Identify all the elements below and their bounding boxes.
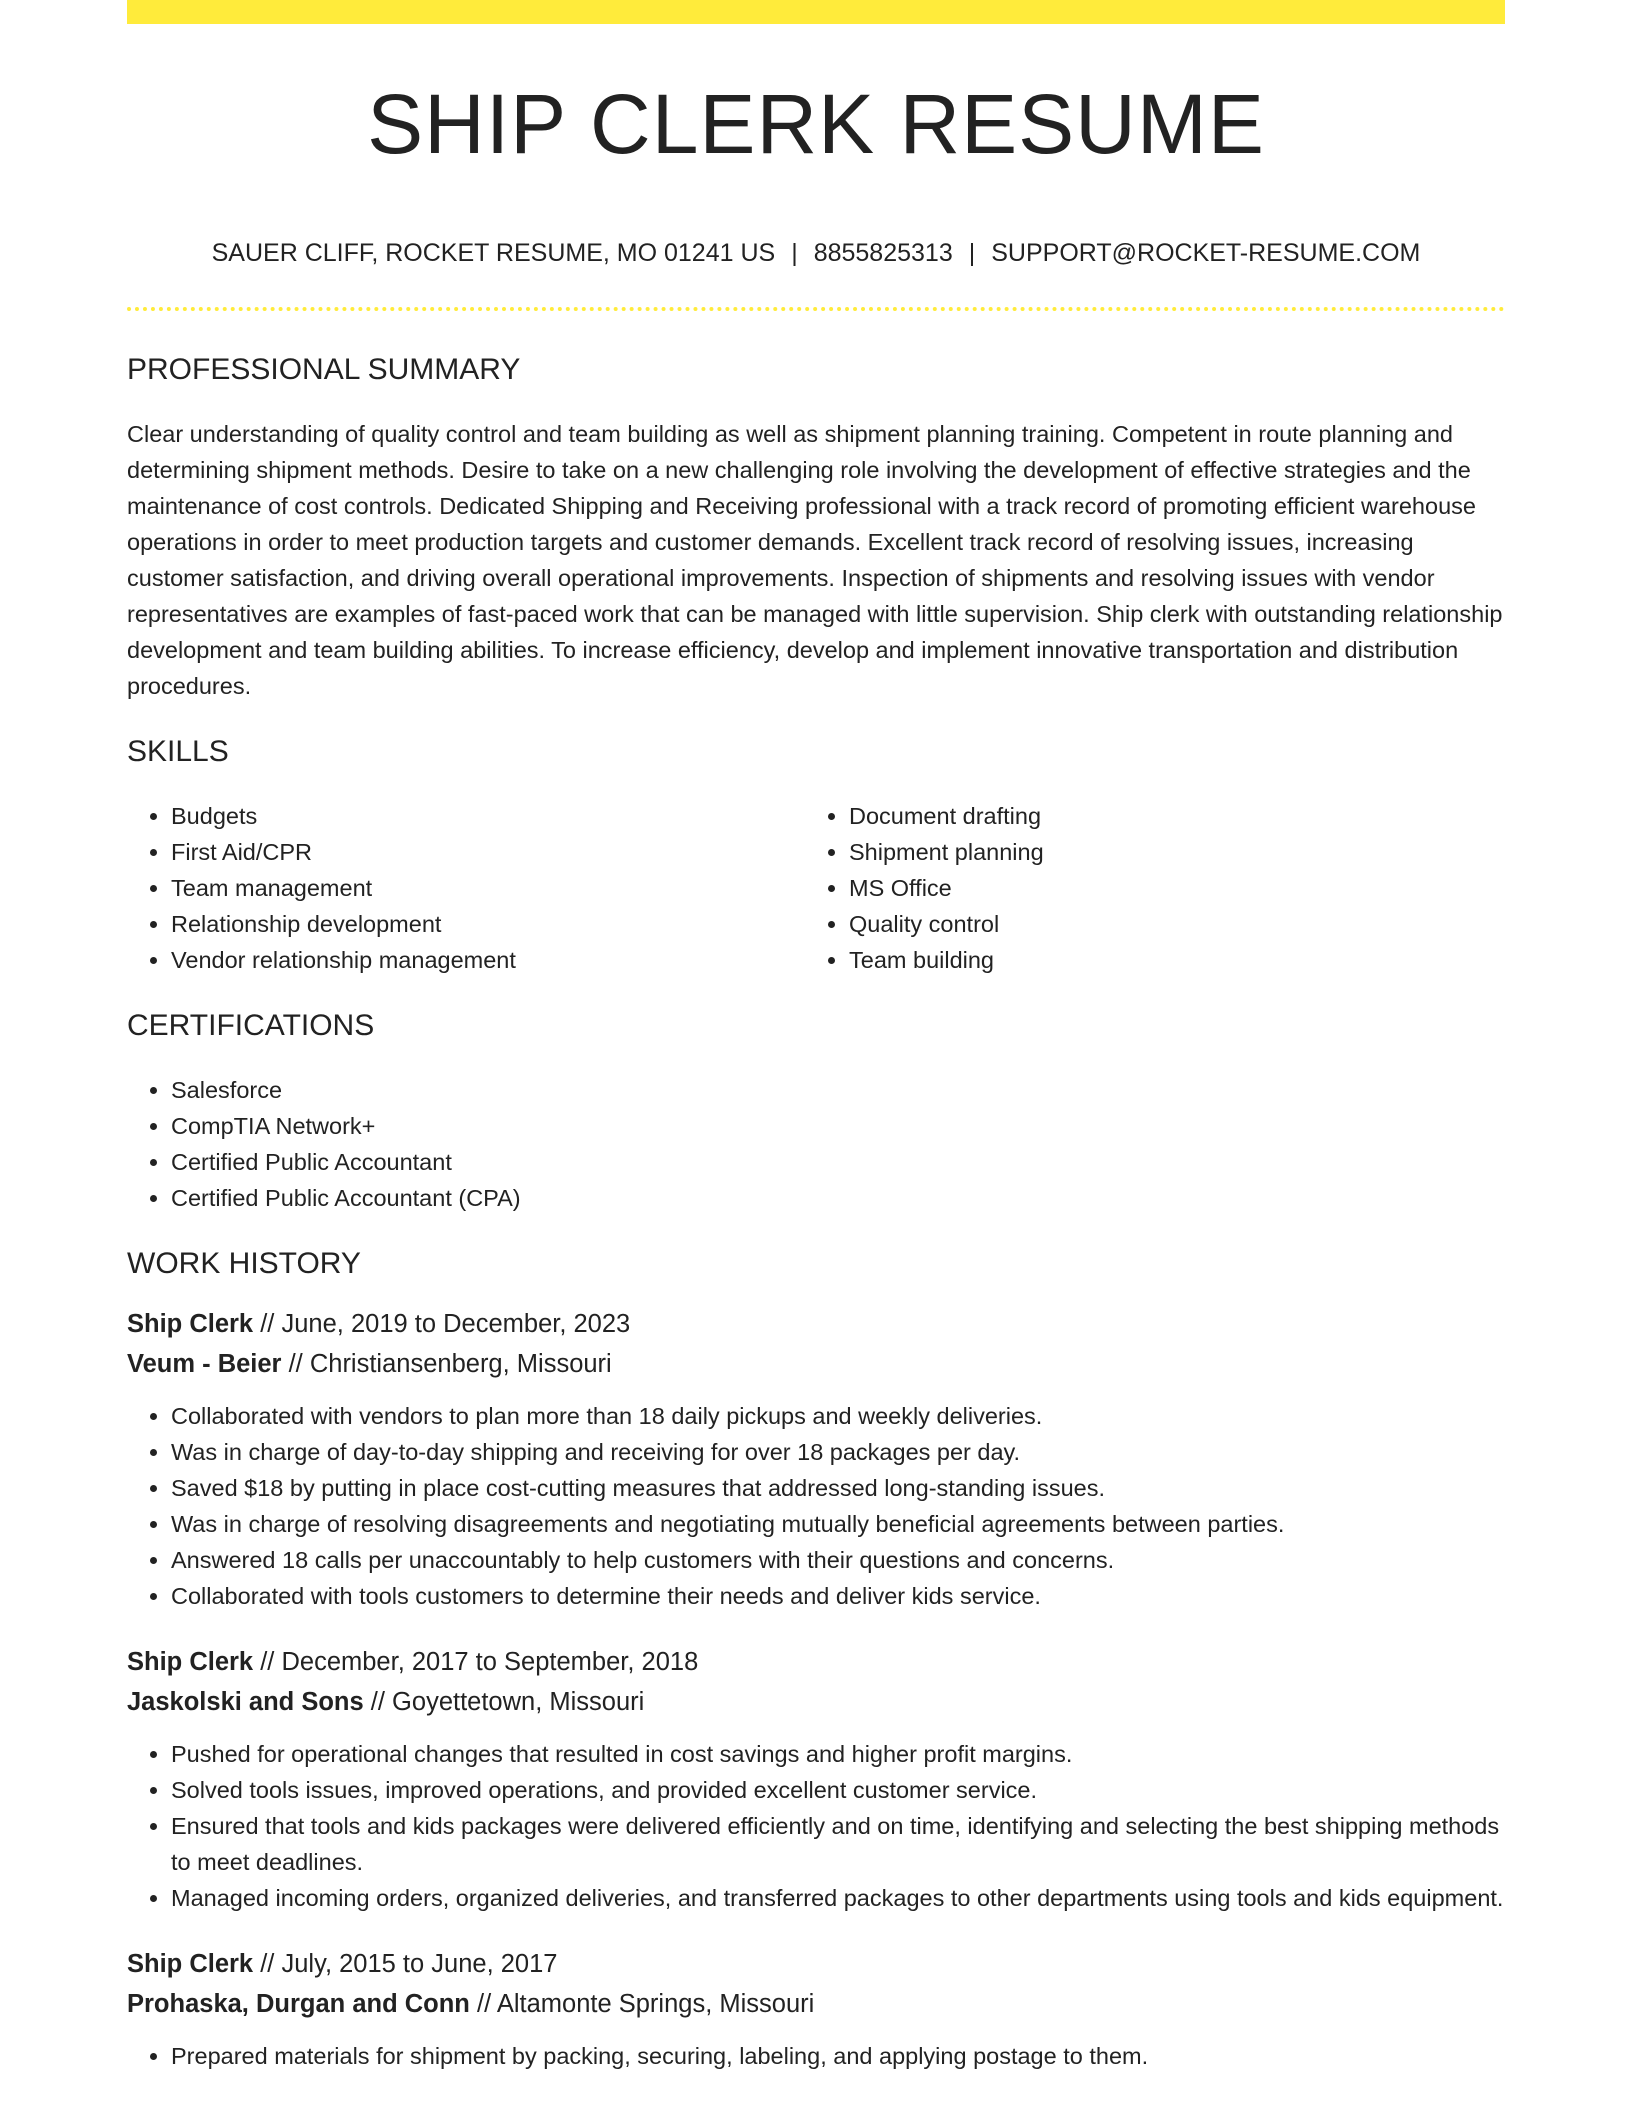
job-bullet-list [127, 1736, 1505, 1916]
skill-item: • Budgets [171, 798, 805, 834]
skill-item: • Document drafting [849, 798, 1483, 834]
job-bullet: • Was in charge of day-to-day shipping and receiving for over 18 packages per day. [171, 1434, 1505, 1470]
skill-item: • Vendor relationship management [171, 942, 805, 978]
job-dates: July, 2015 to June, 2017 [281, 1950, 558, 1978]
job-company-line [127, 1682, 1505, 1722]
summary-section [127, 352, 1505, 704]
certification-item: • Certified Public Accountant (CPA) [171, 1180, 1505, 1216]
certifications-list [127, 1072, 1505, 1216]
job-bullet-list [127, 2038, 1505, 2074]
job-separator: // [260, 1310, 275, 1338]
skills-heading: SKILLS [127, 735, 229, 768]
job-entry [127, 1304, 1505, 1614]
job-dates: June, 2019 to December, 2023 [281, 1310, 631, 1338]
summary-text: Clear understanding of quality control and team building as well as shipment planning training. Competent in route planning and determining shipment methods. Desire to take on a new challenging role involving the development of effective strategies and the maintenance of cost controls. Dedicated Shipping and Receiving professional with a track record of promoting efficient warehouse operations in order to meet production targets and customer demands. Excellent track record of resolving issues, increasing customer satisfaction, and driving overall operational improvements. Inspection of shipments and resolving issues with vendor representatives are examples of fast-paced work that can be managed with little supervision. Ship clerk with outstanding relationship development and team building abilities. To increase efficiency, develop and implement innovative transportation and distribution procedures. [127, 421, 1503, 699]
job-title: Ship Clerk [127, 1950, 254, 1978]
job-bullet: • Answered 18 calls per unaccountably to help customers with their questions and concerns. [171, 1542, 1505, 1578]
skills-left-column [127, 798, 805, 978]
skills-columns [127, 798, 1505, 978]
resume-content [127, 352, 1505, 2074]
contact-separator: | [791, 239, 798, 267]
skill-item: • Team management [171, 870, 805, 906]
skills-right-column [805, 798, 1483, 978]
skill-item: • Team building [849, 942, 1483, 978]
job-separator: // [288, 1350, 303, 1378]
resume-page [127, 0, 1505, 2112]
job-location: Goyettetown, Missouri [392, 1688, 645, 1716]
job-title: Ship Clerk [127, 1648, 254, 1676]
skills-left-list [127, 798, 805, 978]
certifications-section [127, 1008, 1505, 1216]
job-company: Veum - Beier [127, 1350, 282, 1378]
certifications-heading: CERTIFICATIONS [127, 1009, 375, 1042]
skill-item: • Shipment planning [849, 834, 1483, 870]
certification-item: • Salesforce [171, 1072, 1505, 1108]
job-bullet: • Was in charge of resolving disagreements and negotiating mutually beneficial agreements between parties. [171, 1506, 1505, 1542]
skill-item: • MS Office [849, 870, 1483, 906]
job-separator: // [370, 1688, 385, 1716]
job-company-line [127, 1984, 1505, 2024]
job-separator: // [476, 1990, 492, 2018]
job-bullet: • Saved $18 by putting in place cost-cutting measures that addressed long-standing issues. [171, 1470, 1505, 1506]
job-location: Christiansenberg, Missouri [309, 1350, 612, 1378]
job-title-line [127, 1944, 1505, 1984]
job-title: Ship Clerk [127, 1310, 254, 1338]
job-title-line [127, 1304, 1505, 1344]
contact-separator: | [968, 239, 976, 267]
job-location: Altamonte Springs, Missouri [496, 1990, 815, 2018]
contact-address: SAUER CLIFF, ROCKET RESUME, MO 01241 US [211, 239, 776, 267]
certification-item: • CompTIA Network+ [171, 1108, 1505, 1144]
job-bullet: • Pushed for operational changes that resulted in cost savings and higher profit margins. [171, 1736, 1505, 1772]
skill-item: • Relationship development [171, 906, 805, 942]
page-title: SHIP CLERK RESUME [367, 77, 1265, 171]
job-entry [127, 1642, 1505, 1916]
contact-email: SUPPORT@ROCKET-RESUME.COM [991, 239, 1421, 267]
job-dates: December, 2017 to September, 2018 [281, 1648, 699, 1676]
skills-section [127, 734, 1505, 978]
skills-right-list [805, 798, 1483, 978]
top-accent-bar [127, 0, 1505, 24]
job-separator: // [260, 1648, 275, 1676]
job-bullet: • Collaborated with tools customers to determine their needs and deliver kids service. [171, 1578, 1505, 1614]
work-history-section [127, 1246, 1505, 2074]
job-bullet: • Managed incoming orders, organized deliveries, and transferred packages to other departments using tools and kids equipment. [171, 1880, 1505, 1916]
certification-item: • Certified Public Accountant [171, 1144, 1505, 1180]
job-bullet: • Collaborated with vendors to plan more than 18 daily pickups and weekly deliveries. [171, 1398, 1505, 1434]
work-history-heading: WORK HISTORY [127, 1247, 361, 1280]
skill-item: • First Aid/CPR [171, 834, 805, 870]
contact-phone: 8855825313 [813, 239, 953, 267]
job-company: Jaskolski and Sons [127, 1688, 364, 1716]
job-bullet: • Solved tools issues, improved operations, and provided excellent customer service. [171, 1772, 1505, 1808]
dotted-divider [127, 307, 1505, 311]
contact-line [127, 238, 1505, 268]
job-separator: // [260, 1950, 275, 1978]
job-entry [127, 1944, 1505, 2074]
job-company-line [127, 1344, 1505, 1384]
skill-item: • Quality control [849, 906, 1483, 942]
job-title-line [127, 1642, 1505, 1682]
job-company: Prohaska, Durgan and Conn [127, 1990, 470, 2018]
summary-heading: PROFESSIONAL SUMMARY [127, 353, 521, 386]
job-bullet-list [127, 1398, 1505, 1614]
job-bullet: • Prepared materials for shipment by packing, securing, labeling, and applying postage to them. [171, 2038, 1505, 2074]
job-bullet: • Ensured that tools and kids packages were delivered efficiently and on time, identifying and selecting the best shipping methods to meet deadlines. [171, 1808, 1505, 1880]
